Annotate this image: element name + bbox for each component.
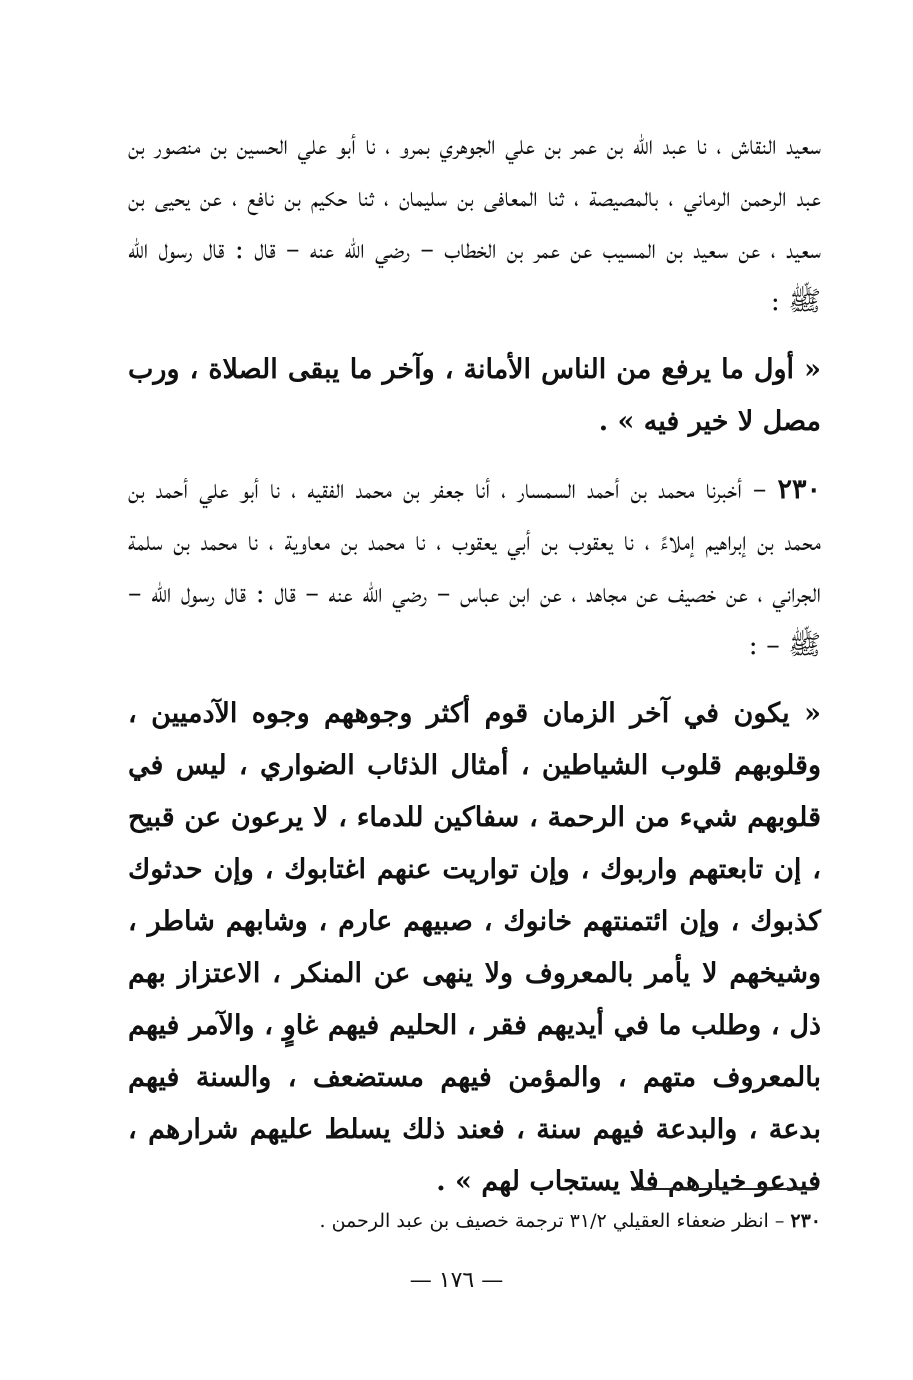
isnad-text-2: – أخبرنا محمد بن أحمد السمسار ، أنا جعفر بن محمد الفقيه ، نا أبو علي أحمد بن محمد بن إبراهيم إملاءً ، نا يعقوب بن أبي يعقوب ، نا محمد بن معاوية ، نا محمد بن سلمة الجراني ، عن خصيف عن مجاهد ، عن ابن عباس – رضي الله عنه – قال : قال رسول الله – ﷺ – : xyxy=(128,474,821,661)
footnote-divider xyxy=(635,1188,817,1190)
footnote-text: – انظر ضعفاء العقيلي ٣١/٢ ترجمة خصيف بن عبد الرحمن . xyxy=(319,1210,791,1232)
hadith-number: ٢٣٠ xyxy=(777,474,821,505)
page-number: — ١٧٦ — xyxy=(409,1268,504,1293)
footnote xyxy=(128,1206,821,1236)
hadith-text-1: « أول ما يرفع من الناس الأمانة ، وآخر ما يبقى الصلاة ، ورب مصل لا خير فيه » . xyxy=(128,354,821,437)
isnad-paragraph-2 xyxy=(128,464,821,672)
isnad-paragraph-1: سعيد النقاش ، نا عبد الله بن عمر بن علي الجوهري بمرو ، نا أبو علي الحسين بن منصور بن عبد الرحمن الرماني ، بالمصيصة ، ثنا المعافى بن سليمان ، ثنا حكيم بن نافع ، عن يحيى بن سعيد ، عن سعيد بن المسيب عن عمر بن الخطاب – رضي الله عنه – قال : قال رسول الله ﷺ : xyxy=(128,130,821,317)
footnote-number: ٢٣٠ xyxy=(790,1210,821,1232)
hadith-text-2: « يكون في آخر الزمان قوم أكثر وجوههم وجوه الآدميين ، وقلوبهم قلوب الشياطين ، أمثال الذئاب الضواري ، ليس في قلوبهم شيء من الرحمة ، سفاكين للدماء ، لا يرعون عن قبيح ، إن تابعتهم واربوك ، وإن تواريت عنهم اغتابوك ، وإن حدثوك كذبوك ، وإن ائتمنتهم خانوك ، صبيهم عارم ، وشابهم شاطر ، وشيخهم لا يأمر بالمعروف ولا ينهى عن المنكر ، الاعتزاز بهم ذل ، وطلب ما في أيديهم فقر ، الحليم فيهم غاوٍ ، والآمر فيهم بالمعروف متهم ، والمؤمن فيهم مستضعف ، والسنة فيهم بدعة ، والبدعة فيهم سنة ، فعند ذلك يسلط عليهم شرارهم ، فيدعو خيارهم فلا يستجاب لهم » . xyxy=(128,698,821,1197)
